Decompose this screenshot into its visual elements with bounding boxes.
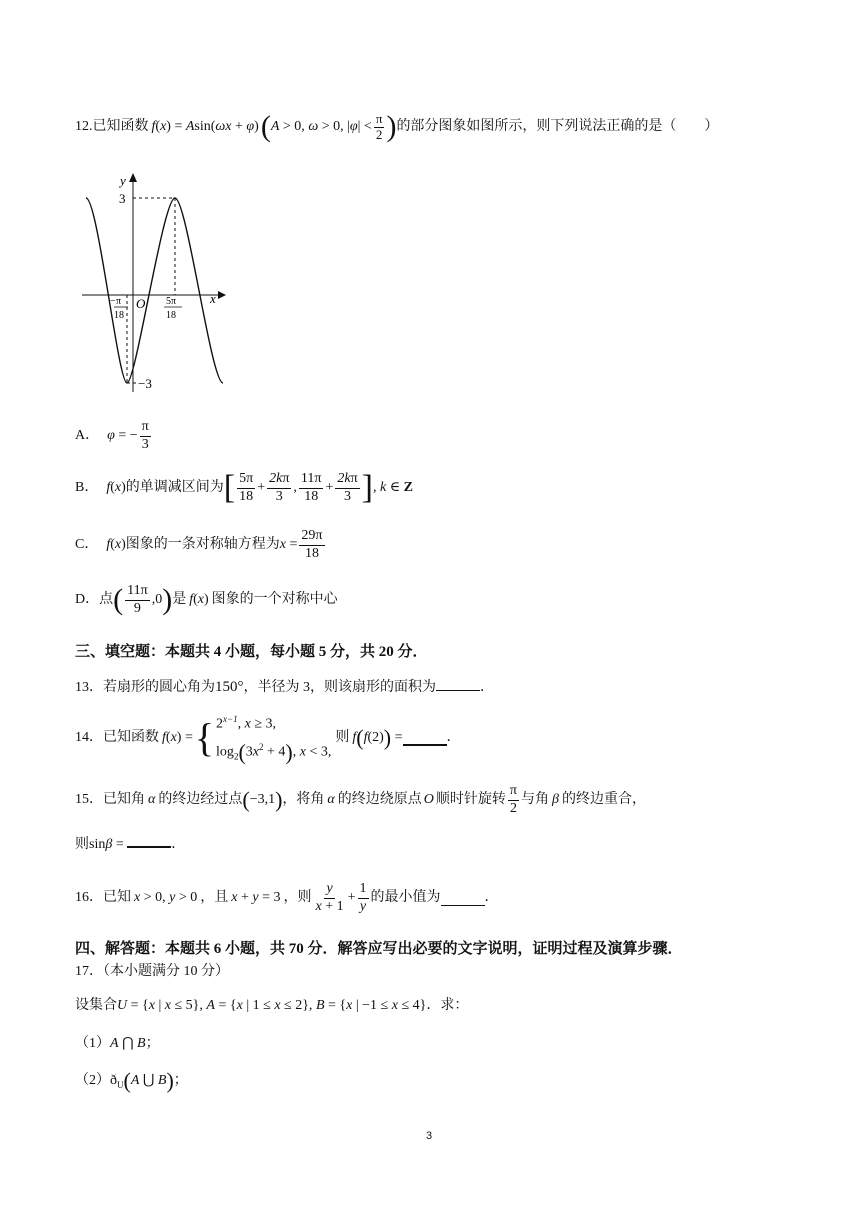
q14-text: 14．已知函数 xyxy=(75,730,159,745)
x-axis-label: x xyxy=(210,291,216,306)
q15: 15．已知角 α 的终边经过点 (−3,1) ，将角 α 的终边绕原点 O 顺时针旋转 $\frac{\pi}{2}$ 与角 β 的终边重合， xyxy=(75,783,646,816)
stem-text: 已知函数 xyxy=(92,119,149,134)
q15-text: 的终边重合， xyxy=(561,792,646,807)
stem-text-end: 的部分图象如图所示，则下列说法正确的是（ ） xyxy=(396,119,719,134)
neg-tick-num: π xyxy=(116,296,122,307)
q15-text: 顺时针旋转 xyxy=(435,792,506,807)
q17-text: ； xyxy=(173,1073,188,1089)
q17-sets: 设集合U = {x | x ≤ 5}, A = {x | 1 ≤ x ≤ 2}, B = {x | −1 ≤ x ≤ 4}．求： xyxy=(75,998,469,1013)
svg-text:−: − xyxy=(110,296,116,307)
option-c: C． f(x) 图象的一条对称轴方程为 x = $\frac{29\pi}{18}$ xyxy=(75,528,323,561)
neg-tick-den: 18 xyxy=(114,310,124,321)
section-title: 三、填空题：本题共 4 小题，每小题 5 分，共 20 分． xyxy=(75,644,428,660)
q17-part1: （1）A ⋂ B； xyxy=(75,1036,160,1051)
q13-end: ． xyxy=(480,680,494,695)
option-text: 图象的一个对称中心 xyxy=(211,592,338,607)
option-text: 是 xyxy=(172,592,187,607)
y-min-label: −3 xyxy=(138,376,152,391)
answer-blank xyxy=(403,730,447,746)
part-label: （2） xyxy=(75,1073,110,1089)
page-number: 3 xyxy=(426,1130,433,1142)
option-text: 图象的一条对称轴方程为 xyxy=(125,537,280,552)
q16-end: ． xyxy=(484,890,499,905)
q15-text: 的终边绕原点 xyxy=(337,792,422,807)
q13-text: ，半径为 3，则该扇形的面积为 xyxy=(243,680,436,695)
option-text: 的单调减区间为 xyxy=(125,480,224,495)
q13 xyxy=(75,676,494,698)
pos-tick-num: 5π xyxy=(166,296,177,307)
pos-tick-den: 18 xyxy=(166,310,176,321)
q14-end: ． xyxy=(446,730,461,745)
question-number: 12. xyxy=(75,119,93,134)
q13-text: 13．若扇形的圆心角为 xyxy=(75,680,215,695)
q13-angle: 150° xyxy=(215,679,244,695)
answer-blank xyxy=(441,891,485,906)
q16-text: ，则 xyxy=(283,890,312,905)
q15-text: 与角 xyxy=(520,792,549,807)
q14-text: 则 xyxy=(335,730,350,745)
section-title: 四、解答题：本题共 6 小题，共 70 分．解答应写出必要的文字说明，证明过程及演算步骤． xyxy=(75,941,683,957)
q16-text: 的最小值为 xyxy=(370,890,441,905)
q12-stem: 12. 已知函数 f(x) = Asin(ωx + φ) ( A > 0, ω > 0, |φ| < $\frac{\pi}{2}$ ) 的部分图象如图所示，则下列说法正确的是（ ） xyxy=(75,110,719,143)
q17-header: 17．（本小题满分 10 分） xyxy=(75,964,229,979)
q16-text: ，且 xyxy=(200,890,229,905)
q16: 16．已知 x > 0, y > 0 ，且 x + y = 3 ，则 $\frac{y}{x + 1}$ + $\frac{1}{y}$ 的最小值为 ． xyxy=(75,881,499,914)
option-d: D．点 ( $\frac{11\pi}{9}$ ,0 ) 是 f(x) 图象的一个对称中心 xyxy=(75,583,338,616)
q14: 14．已知函数 f(x) = { $2^{x-1}$, x ≥ 3, $\log_2(3x^2 + 4)$, x < 3, 则 f(f(2)) = ． xyxy=(75,714,461,765)
q17-text: 设集合 xyxy=(75,998,117,1013)
sine-graph xyxy=(78,170,228,395)
q15-text: 的终边经过点 xyxy=(158,792,243,807)
q17-text: ； xyxy=(145,1036,160,1051)
origin-label: O xyxy=(136,296,146,311)
option-letter: A． xyxy=(75,428,100,443)
y-max-label: 3 xyxy=(119,191,126,206)
q16-text: 16．已知 xyxy=(75,890,131,905)
option-a: A． φ = − $\frac{\pi}{3}$ xyxy=(75,419,149,452)
q15-line2: 则sinβ = ． xyxy=(75,832,185,855)
option-b: B． f(x) 的单调减区间为 [ $\frac{5\pi}{18}$ + $\frac{2k\pi}{3}$ , $\frac{11\pi}{18}$ + $\frac{2k\pi}{3}$ ] , k ∈ Z xyxy=(75,469,413,506)
q15-end: ． xyxy=(171,837,186,852)
q15-text: 15．已知角 xyxy=(75,792,145,807)
option-letter: C． xyxy=(75,537,99,552)
q17-part2: $(2)ð_U(A$ ⋃ B)； xyxy=(75,1068,188,1093)
option-letter: B． xyxy=(75,480,99,495)
q15-text: ，将角 xyxy=(282,792,325,807)
q17-text: ．求： xyxy=(426,998,469,1013)
y-axis-label: y xyxy=(120,173,126,188)
q15-text: 则 xyxy=(75,837,89,852)
part-label: （1） xyxy=(75,1036,110,1051)
option-letter: D．点 xyxy=(75,592,114,607)
answer-blank xyxy=(436,676,480,691)
answer-blank xyxy=(127,832,171,848)
